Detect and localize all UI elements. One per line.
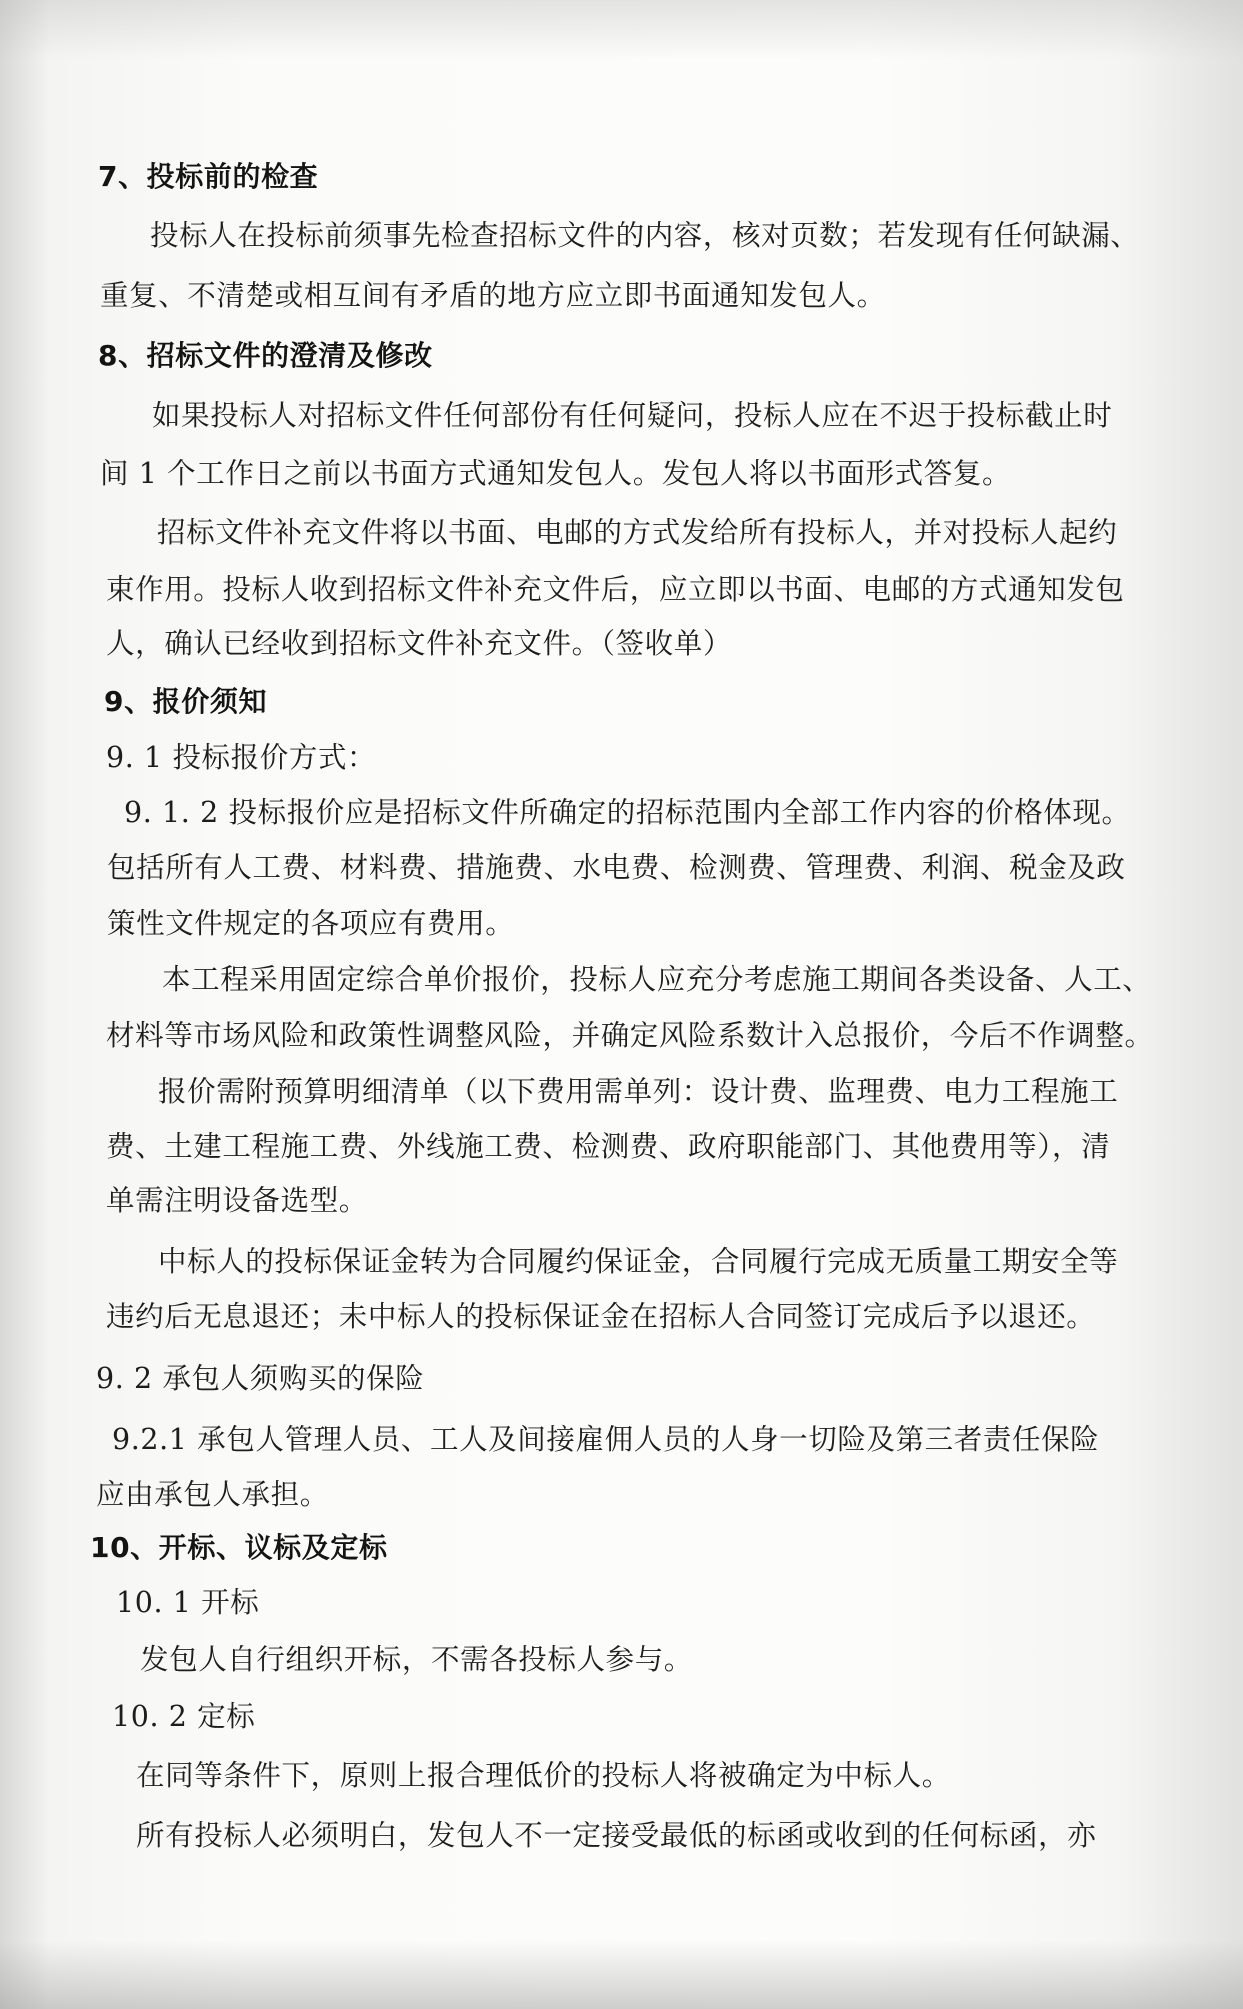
subsection-heading-10-1: 10. 1 开标 [116, 1586, 260, 1619]
paragraph-line: 所有投标人必须明白，发包人不一定接受最低的标函或收到的任何标函，亦 [136, 1819, 1097, 1852]
page-bottom-shadow [0, 1940, 1243, 2009]
section-heading-10: 10、开标、议标及定标 [90, 1531, 388, 1564]
subsection-heading-10-2: 10. 2 定标 [112, 1700, 256, 1733]
paragraph-line: 9.2.1 承包人管理人员、工人及间接雇佣人员的人身一切险及第三者责任保险 [112, 1423, 1100, 1456]
section-heading-7: 7、投标前的检查 [98, 160, 319, 193]
paragraph-line: 中标人的投标保证金转为合同履约保证金，合同履行完成无质量工期安全等 [158, 1245, 1119, 1278]
paragraph-line: 束作用。投标人收到招标文件补充文件后，应立即以书面、电邮的方式通知发包 [106, 573, 1125, 606]
subsection-heading-9-2: 9. 2 承包人须购买的保险 [96, 1362, 425, 1395]
paragraph-line: 9. 1. 2 投标报价应是招标文件所确定的招标范围内全部工作内容的价格体现。 [124, 796, 1131, 829]
paragraph-line: 违约后无息退还；未中标人的投标保证金在招标人合同签订完成后予以退还。 [106, 1300, 1096, 1333]
paragraph-line: 本工程采用固定综合单价报价，投标人应充分考虑施工期间各类设备、人工、 [162, 963, 1152, 996]
paragraph-line: 间 1 个工作日之前以书面方式通知发包人。发包人将以书面形式答复。 [100, 457, 1012, 490]
section-heading-8: 8、招标文件的澄清及修改 [98, 339, 433, 372]
paragraph-line: 报价需附预算明细清单（以下费用需单列：设计费、监理费、电力工程施工 [158, 1075, 1119, 1108]
paragraph-line: 如果投标人对招标文件任何部份有任何疑问，投标人应在不迟于投标截止时 [152, 399, 1113, 432]
paragraph-line: 包括所有人工费、材料费、措施费、水电费、检测费、管理费、利润、税金及政 [107, 851, 1126, 884]
paragraph-line: 在同等条件下，原则上报合理低价的投标人将被确定为中标人。 [136, 1759, 951, 1792]
paragraph-line: 材料等市场风险和政策性调整风险，并确定风险系数计入总报价，今后不作调整。 [106, 1019, 1154, 1052]
section-heading-9: 9、报价须知 [104, 685, 268, 718]
paragraph-line: 投标人在投标前须事先检查招标文件的内容，核对页数；若发现有任何缺漏、 [150, 219, 1140, 252]
paragraph-line: 费、土建工程施工费、外线施工费、检测费、政府职能部门、其他费用等），清 [106, 1130, 1111, 1163]
paragraph-line: 单需注明设备选型。 [106, 1184, 368, 1217]
paragraph-line: 重复、不清楚或相互间有矛盾的地方应立即书面通知发包人。 [100, 279, 886, 312]
paragraph-line: 发包人自行组织开标，不需各投标人参与。 [140, 1643, 693, 1676]
page-top-shadow [0, 0, 1243, 60]
paragraph-line: 人，确认已经收到招标文件补充文件。（签收单） [106, 627, 732, 660]
subsection-heading-9-1: 9. 1 投标报价方式： [106, 741, 377, 774]
paragraph-line: 招标文件补充文件将以书面、电邮的方式发给所有投标人，并对投标人起约 [157, 516, 1118, 549]
paragraph-line: 应由承包人承担。 [96, 1478, 329, 1511]
paragraph-line: 策性文件规定的各项应有费用。 [107, 907, 515, 940]
